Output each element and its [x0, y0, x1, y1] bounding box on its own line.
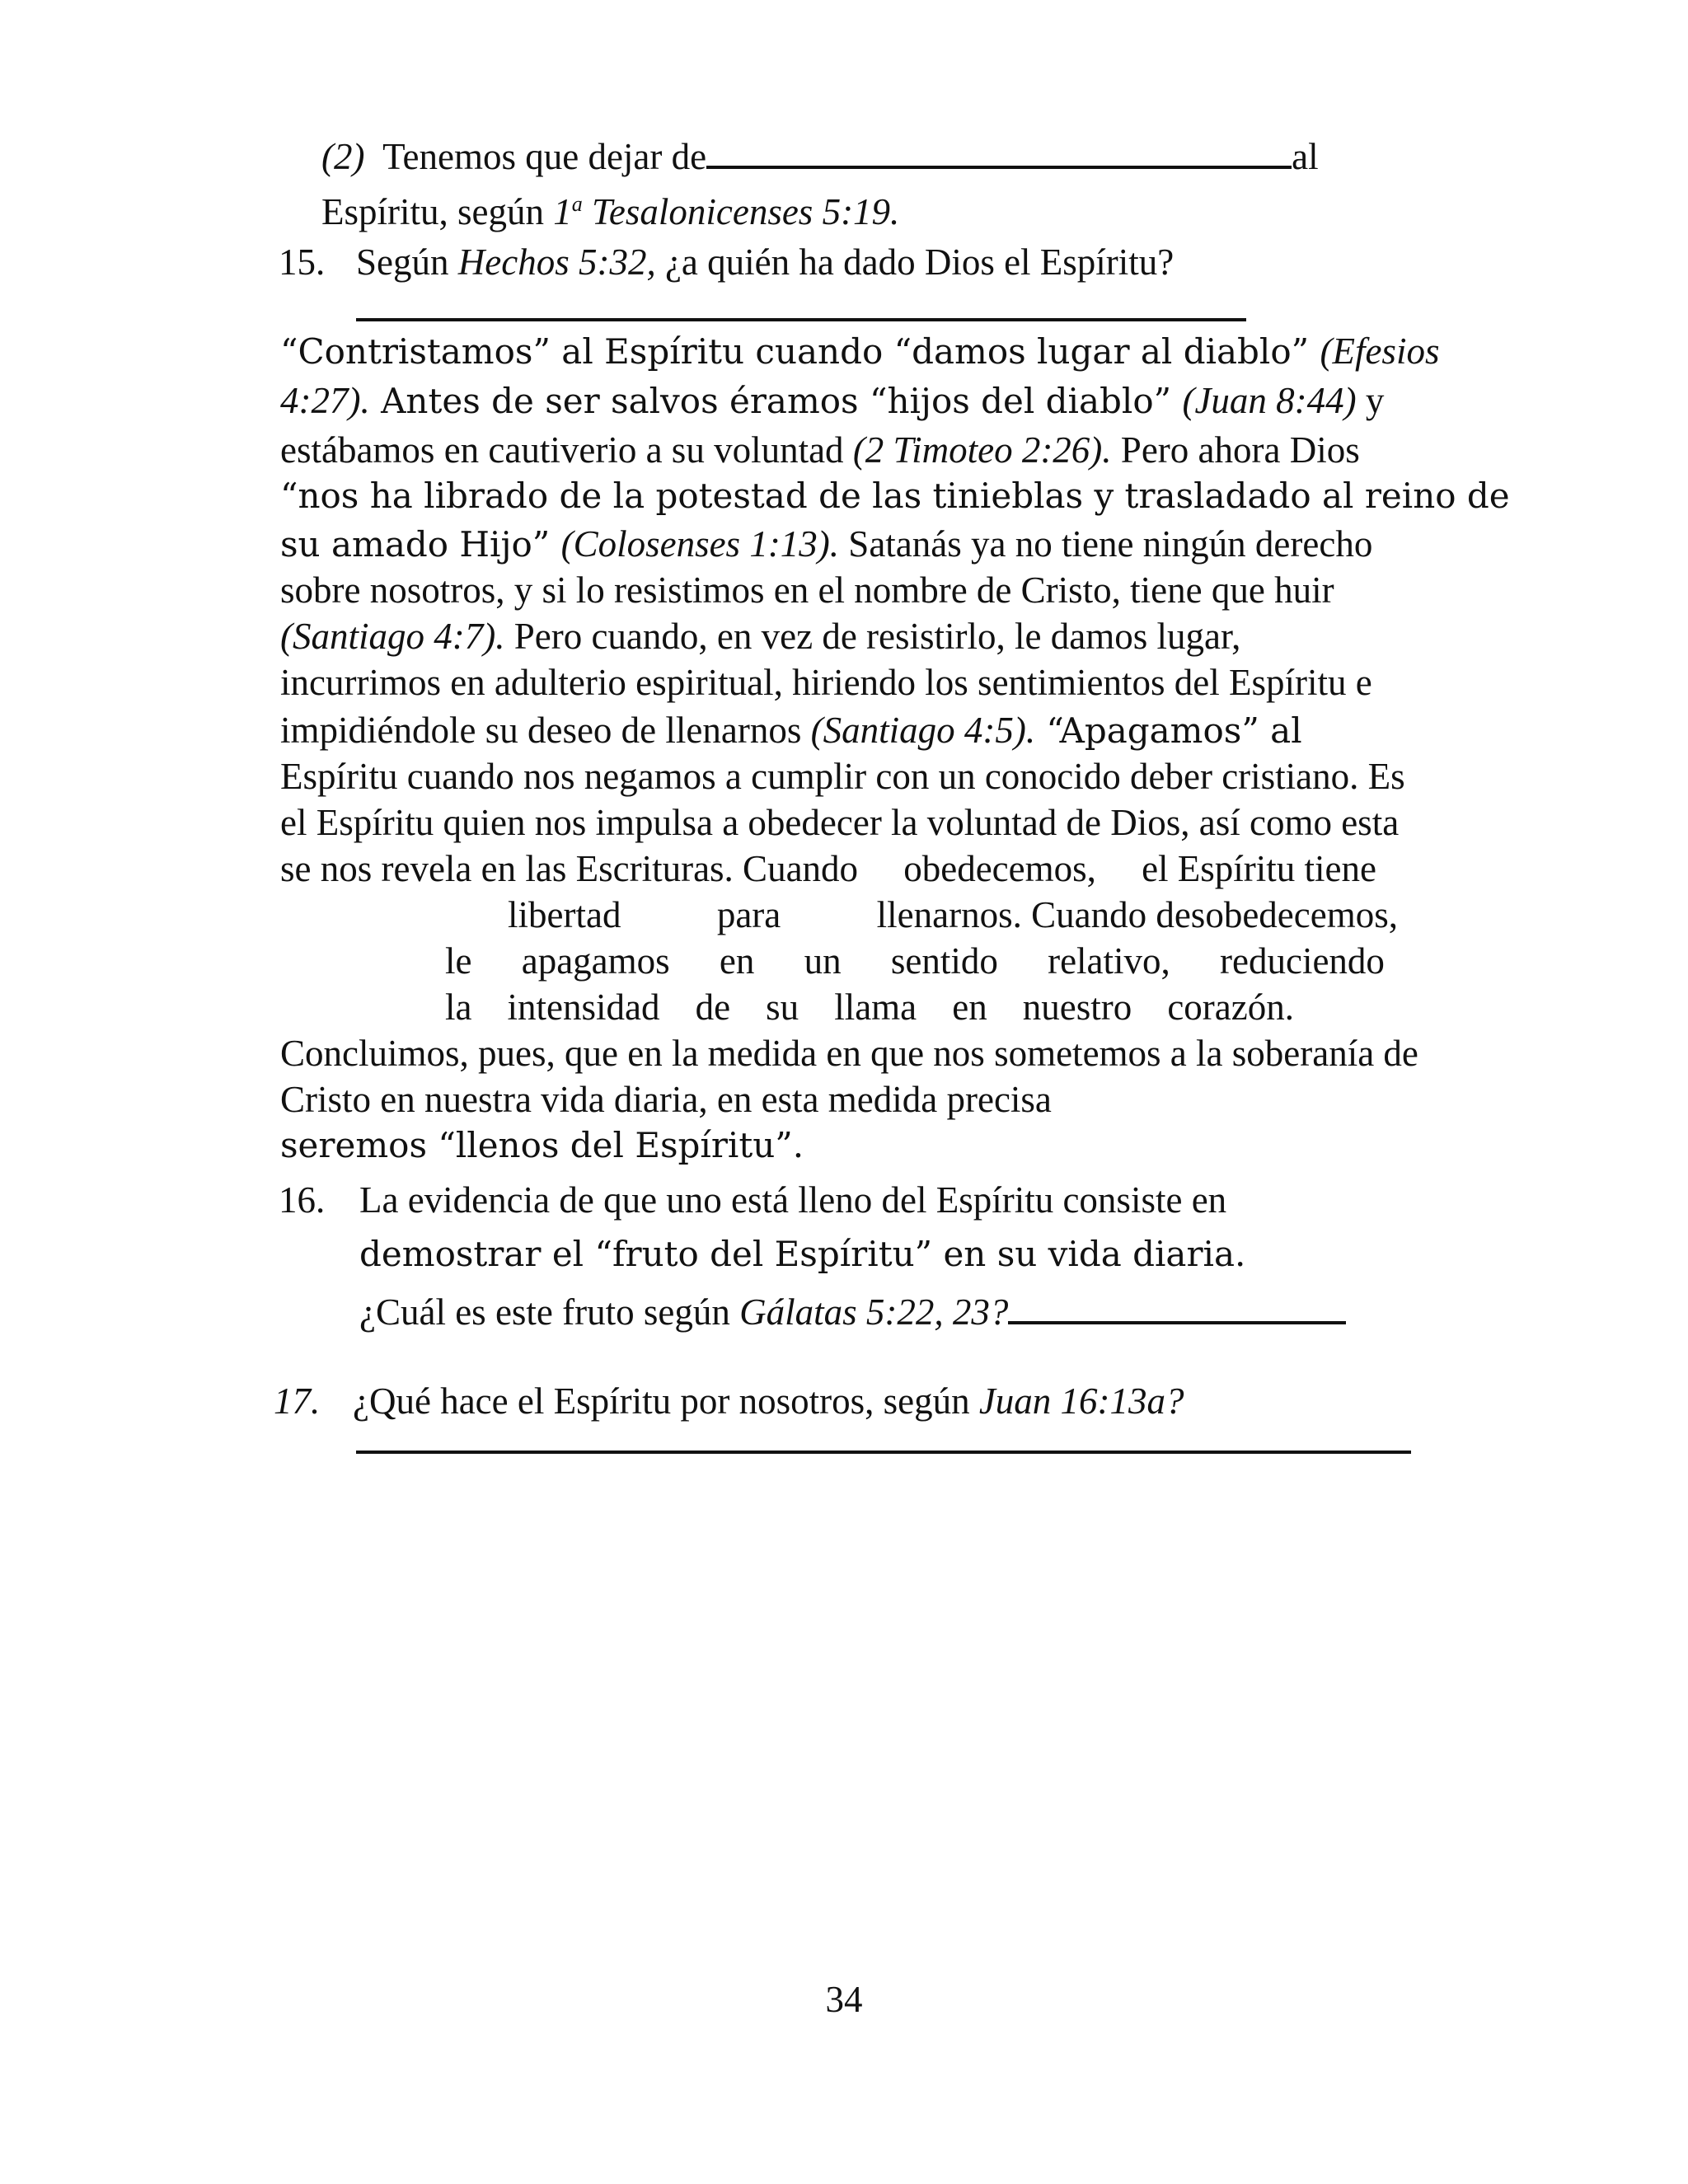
p-l5-a: su amado Hijo”	[280, 524, 561, 565]
p-l3-a: estábamos en cautiverio a su voluntad	[280, 429, 853, 471]
p-l15-w7: corazón.	[1167, 987, 1294, 1028]
p-l13-w0: libertad	[508, 894, 621, 935]
paragraph-line-5	[280, 521, 1372, 568]
ref-number: 1	[553, 191, 572, 232]
p-l13-w2: llenarnos. Cuando desobedecemos,	[876, 894, 1398, 935]
paragraph-line-2	[280, 377, 1384, 424]
answer-line-15[interactable]	[356, 318, 1246, 321]
item16-line-2: demostrar el “fruto del Espíritu” en su vida diaria.	[359, 1234, 1246, 1274]
paragraph-line-18: seremos “llenos del Espíritu”.	[280, 1125, 804, 1165]
item17-text-pre: ¿Qué hace el Espíritu por nosotros, según	[353, 1380, 979, 1422]
answer-line-17[interactable]	[356, 1451, 1411, 1454]
reference-hechos: Hechos 5:32,	[457, 241, 656, 283]
p-l15-w6: nuestro	[1022, 987, 1132, 1028]
item14-sub2-before: Tenemos que dejar de	[382, 136, 707, 177]
page-number: 34	[825, 1979, 863, 2020]
paragraph-line-17: Cristo en nuestra vida diaria, en esta medida precisa	[280, 1079, 1052, 1120]
p-l13-w1: para	[716, 894, 781, 935]
p-l14-w0: le	[445, 940, 472, 982]
item14-sub2-marker: (2)	[321, 136, 365, 177]
reference-2-timoteo: (2 Timoteo 2:26).	[852, 429, 1112, 471]
paragraph-line-14	[445, 938, 1385, 984]
item16-line-1: La evidencia de que uno está lleno del Espíritu consiste en	[359, 1179, 1227, 1221]
paragraph-line-1	[280, 328, 1439, 375]
answer-blank-14-2[interactable]	[706, 136, 1292, 169]
reference-efesios-cont: 4:27).	[280, 380, 370, 421]
p-l2-b: Antes de ser salvos éramos “hijos del diablo”	[369, 381, 1183, 421]
p-l9-c: “Apagamos” al	[1035, 710, 1302, 751]
item14-sub2-line2	[321, 181, 899, 235]
item15-question	[356, 239, 1174, 285]
reference-santiago-4-5: (Santiago 4:5).	[810, 710, 1036, 751]
answer-blank-16[interactable]	[1008, 1291, 1346, 1324]
reference-santiago-4-7: (Santiago 4:7).	[280, 616, 505, 657]
reference-colosenses: (Colosenses 1:13).	[560, 523, 840, 565]
paragraph-line-3	[280, 427, 1360, 473]
item17-question	[353, 1378, 1184, 1424]
item15-text-post: ¿a quién ha dado Dios el Espíritu?	[655, 241, 1175, 283]
paragraph-line-10	[280, 753, 1405, 799]
p-l14-w5: relativo,	[1048, 940, 1170, 982]
p-l7-b: Pero cuando, en vez de resistirlo, le damos lugar,	[504, 616, 1241, 657]
item14-sub2-line1	[321, 134, 1319, 180]
item14-sub2-line2-text: Espíritu, según	[321, 191, 554, 232]
p-l12-w0: se nos revela en las Escrituras. Cuando	[280, 848, 859, 889]
p-l15-w0: la	[445, 987, 472, 1028]
paragraph-line-4: “nos ha librado de la potestad de las tinieblas y trasladado al reino de	[280, 476, 1510, 516]
item16-question: ¿Cuál es este fruto según	[359, 1291, 740, 1333]
ref-book: Tesalonicenses 5:19.	[582, 191, 900, 232]
p-l5-c: Satanás ya no tiene ningún derecho	[839, 523, 1373, 565]
item15-text-pre: Según	[356, 241, 458, 283]
p-l15-w2: de	[695, 987, 731, 1028]
p-l12-w1: obedecemos,	[903, 848, 1096, 889]
reference-1-tesalonicenses	[553, 191, 899, 232]
paragraph-line-16: Concluimos, pues, que en la medida en que nos sometemos a la soberanía de	[280, 1033, 1418, 1074]
reference-efesios: (Efesios	[1320, 330, 1440, 372]
p-l1-a: “Contristamos” al Espíritu cuando “damos lugar al diablo”	[280, 331, 1320, 372]
reference-juan-8-44: (Juan 8:44)	[1182, 380, 1357, 421]
p-l2-d: y	[1356, 380, 1385, 421]
item17-number: 17.	[274, 1380, 321, 1422]
p-l14-w3: un	[804, 940, 842, 982]
p-l15-w5: en	[952, 987, 987, 1028]
paragraph-line-6: sobre nosotros, y si lo resistimos en el nombre de Cristo, tiene que huir	[280, 569, 1334, 611]
p-l10: Espíritu cuando nos negamos a cumplir con un conocido deber cristiano. Es	[280, 756, 1405, 797]
p-l3-c: Pero ahora Dios	[1111, 429, 1360, 471]
paragraph-line-15	[445, 984, 1294, 1030]
ref-superscript: a	[571, 192, 583, 216]
paragraph-line-9	[280, 707, 1302, 754]
p-l14-w6: reduciendo	[1220, 940, 1385, 982]
p-l14-w1: apagamos	[521, 940, 670, 982]
paragraph-line-7	[280, 613, 1240, 659]
paragraph-line-12	[280, 846, 1376, 892]
p-l15-w4: llama	[834, 987, 917, 1028]
item14-sub2-after: al	[1292, 136, 1319, 177]
paragraph-line-11: el Espíritu quien nos impulsa a obedecer la voluntad de Dios, así como esta	[280, 802, 1400, 843]
reference-galatas: Gálatas 5:22, 23?	[739, 1291, 1009, 1333]
p-l15-w1: intensidad	[507, 987, 660, 1028]
p-l14-w4: sentido	[890, 940, 998, 982]
item16-number: 16.	[279, 1179, 326, 1221]
p-l9-a: impidiéndole su deseo de llenarnos	[280, 710, 811, 751]
paragraph-line-13	[508, 892, 1398, 938]
paragraph-line-8: incurrimos en adulterio espiritual, hiriendo los sentimientos del Espíritu e	[280, 662, 1372, 703]
p-l15-w3: su	[766, 987, 799, 1028]
reference-juan-16: Juan 16:13a?	[978, 1380, 1184, 1422]
item16-line-3	[359, 1289, 1346, 1335]
item15-number: 15.	[279, 241, 326, 283]
p-l14-w2: en	[719, 940, 755, 982]
p-l12-w2: el Espíritu tiene	[1142, 848, 1376, 889]
